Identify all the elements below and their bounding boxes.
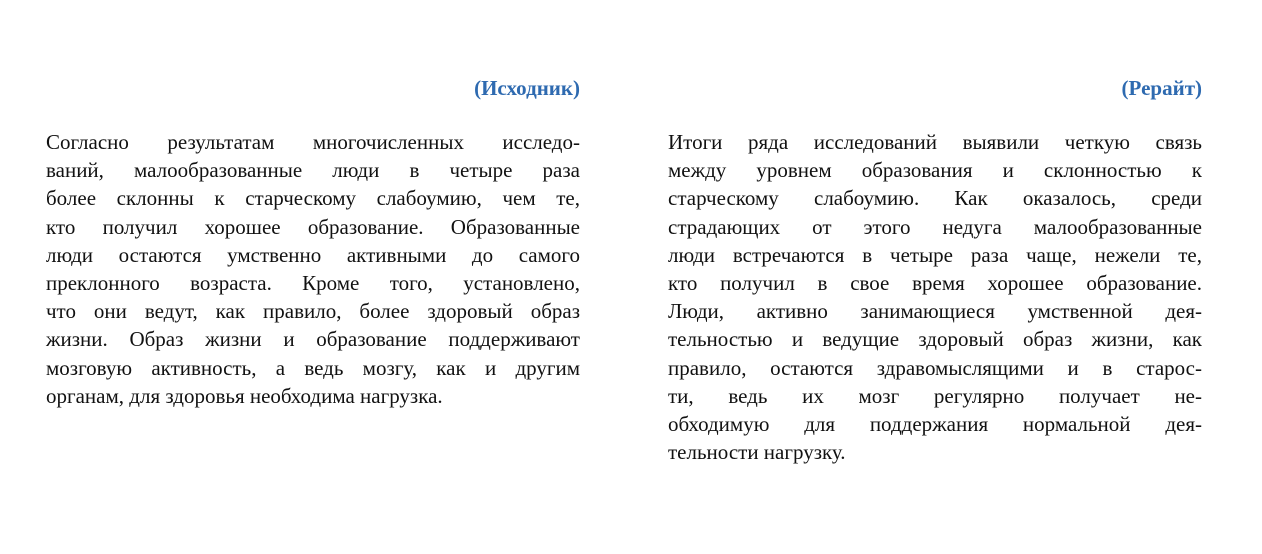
- text-line: ти, ведь их мозг регулярно получает не-: [668, 383, 1202, 408]
- rewrite-text: [668, 128, 1202, 466]
- text-line: тельности нагрузку.: [668, 440, 846, 465]
- text-line: органам, для здоровья необходима нагрузка.: [46, 383, 443, 408]
- text-line: Итоги ряда исследований выявили четкую связь: [668, 130, 1202, 154]
- text-line: обходимую для поддержания нормальной дея-: [668, 411, 1202, 436]
- rewrite-column: [668, 74, 1202, 466]
- text-line: ваний, малообразованные люди в четыре раза: [46, 158, 580, 183]
- text-line: кто получил хорошее образование. Образованные: [46, 214, 580, 239]
- text-line: мозговую активность, а ведь мозгу, как и другим: [46, 355, 580, 380]
- rewrite-heading: (Рерайт): [1121, 76, 1202, 100]
- text-line: между уровнем образования и склонностью к: [668, 158, 1202, 183]
- text-line: люди остаются умственно активными до самого: [46, 242, 580, 267]
- text-line: Согласно результатам многочисленных исследо-: [46, 130, 580, 154]
- text-line: тельностью и ведущие здоровый образ жизни, как: [668, 327, 1202, 352]
- source-column: [46, 74, 580, 410]
- source-text: [46, 128, 580, 410]
- text-line: старческому слабоумию. Как оказалось, среди: [668, 186, 1202, 211]
- text-line: что они ведут, как правило, более здоровый образ: [46, 299, 580, 324]
- text-line: преклонного возраста. Кроме того, установлено,: [46, 270, 580, 295]
- text-line: кто получил в свое время хорошее образование.: [668, 270, 1202, 295]
- text-line: более склонны к старческому слабоумию, чем те,: [46, 186, 580, 211]
- text-line: жизни. Образ жизни и образование поддерживают: [46, 327, 580, 352]
- text-line: люди встречаются в четыре раза чаще, нежели те,: [668, 242, 1202, 267]
- source-heading: (Исходник): [474, 76, 580, 100]
- text-line: Люди, активно занимающиеся умственной дея-: [668, 299, 1202, 324]
- text-line: страдающих от этого недуга малообразованные: [668, 214, 1202, 239]
- text-line: правило, остаются здравомыслящими и в старос-: [668, 355, 1202, 380]
